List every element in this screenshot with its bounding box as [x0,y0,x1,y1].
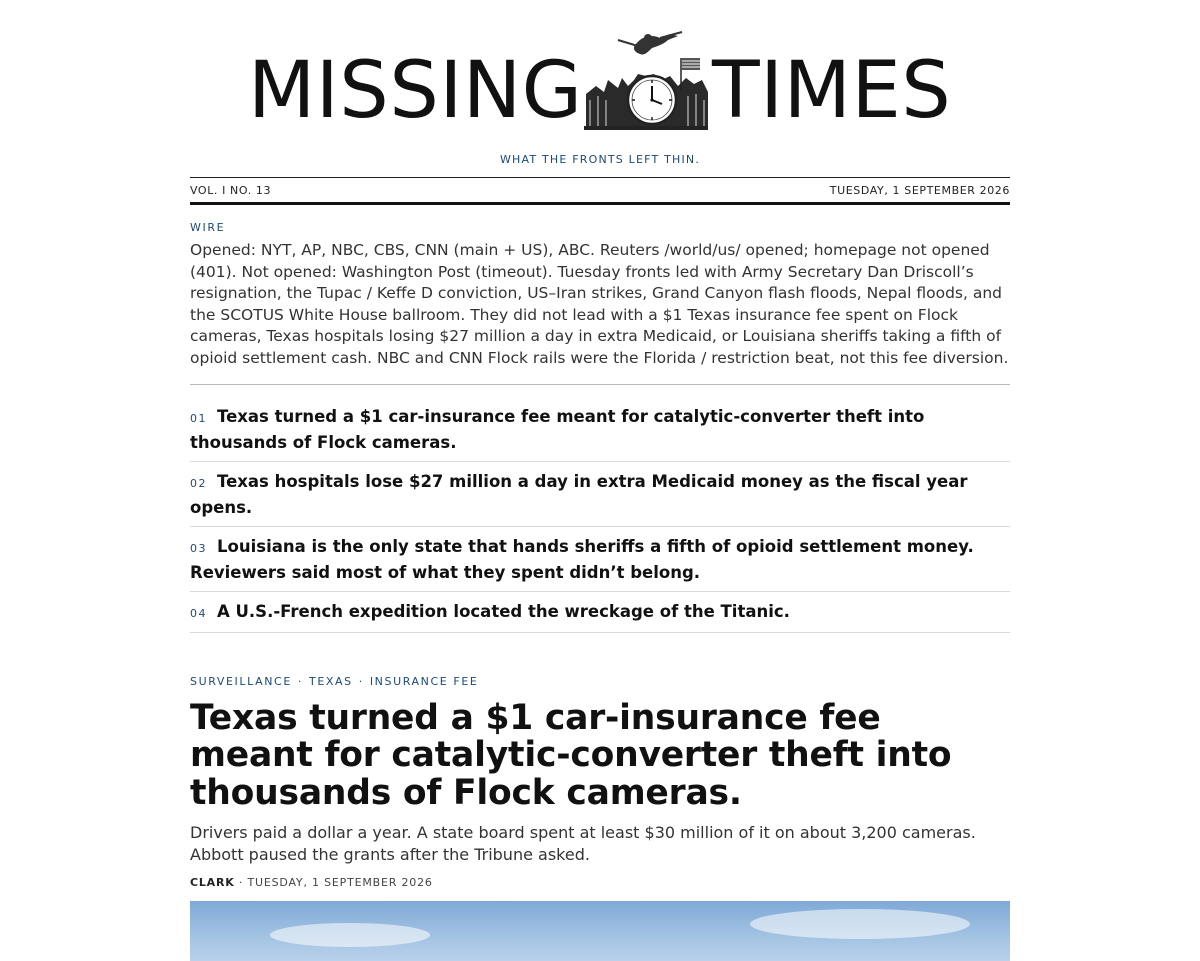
top-stories-list [190,405,1010,633]
wire-label: WIRE [190,221,226,234]
tagline: WHAT THE FRONTS LEFT THIN. [499,153,701,166]
article-dek: Drivers paid a dollar a year. A state board spent at least $30 million of it on about 3,200 cameras. Abbott paused the grants after the Tribune asked. [190,823,976,865]
masthead-title-right[interactable]: TIMES [712,46,952,136]
story-link[interactable]: A U.S.-French expedition located the wreckage of the Titanic. [217,601,790,621]
wire-section [190,221,1010,385]
list-item[interactable] [190,405,1010,462]
article-kicker [190,675,1010,688]
list-item[interactable] [190,470,1010,527]
hero-image [190,901,1010,961]
story-number: 03 [190,541,207,555]
lead-article [190,675,1010,961]
article-headline: Texas turned a $1 car-insurance fee meant for catalytic-converter theft into thousands of Flock cameras. [190,697,952,813]
front-page [190,0,1010,961]
kicker-separator: · [297,674,303,688]
story-link[interactable]: Texas hospitals lose $27 million a day in extra Medicaid money as the fiscal year opens. [190,471,968,517]
kicker-tag[interactable]: TEXAS [309,674,353,688]
byline [190,876,1010,889]
story-link[interactable]: Texas turned a $1 car-insurance fee meant for catalytic-converter theft into thousands of Flock cameras. [190,406,925,452]
dateline-bar [190,177,1010,205]
kicker-separator: · [358,674,364,688]
story-link[interactable]: Louisiana is the only state that hands sheriffs a fifth of opioid settlement money. Reviewers said most of what they spent didn’t belong. [190,536,974,582]
wire-summary: Opened: NYT, AP, NBC, CBS, CNN (main + US), ABC. Reuters /world/us/ opened; homepage not opened (401). Not opened: Washington Post (timeout). Tuesday fronts led with Army Secretary Dan Driscoll’s resignation, the Tupac / Keffe D conviction, US–Iran strikes, Grand Canyon flash floods, Nepal floods, and the SCOTUS White House ballroom. They did not lead with a $1 Texas insurance fee spent on Flock cameras, Texas hospitals losing $27 million a day in extra Medicaid, or Louisiana sheriffs taking a fifth of opioid settlement cash. NBC and CNN Flock rails were the Florida / restriction beat, not this fee diversion. [190,240,1010,385]
list-item[interactable] [190,535,1010,592]
masthead-title-left[interactable]: MISSING [248,46,583,136]
list-item[interactable] [190,600,1010,633]
kicker-tag[interactable]: INSURANCE FEE [369,674,479,688]
allegorical-clock-emblem-icon [578,30,714,138]
story-number: 01 [190,411,207,425]
byline-separator: · [234,876,248,890]
masthead [190,0,1010,150]
kicker-tag[interactable]: SURVEILLANCE [190,674,292,688]
story-number: 02 [190,476,207,490]
author-name[interactable]: CLARK [190,876,235,890]
story-number: 04 [190,606,207,620]
article-date: TUESDAY, 1 SEPTEMBER 2026 [247,876,433,890]
issue-date: TUESDAY, 1 SEPTEMBER 2026 [829,183,1010,197]
volume-number: VOL. I NO. 13 [190,183,272,197]
